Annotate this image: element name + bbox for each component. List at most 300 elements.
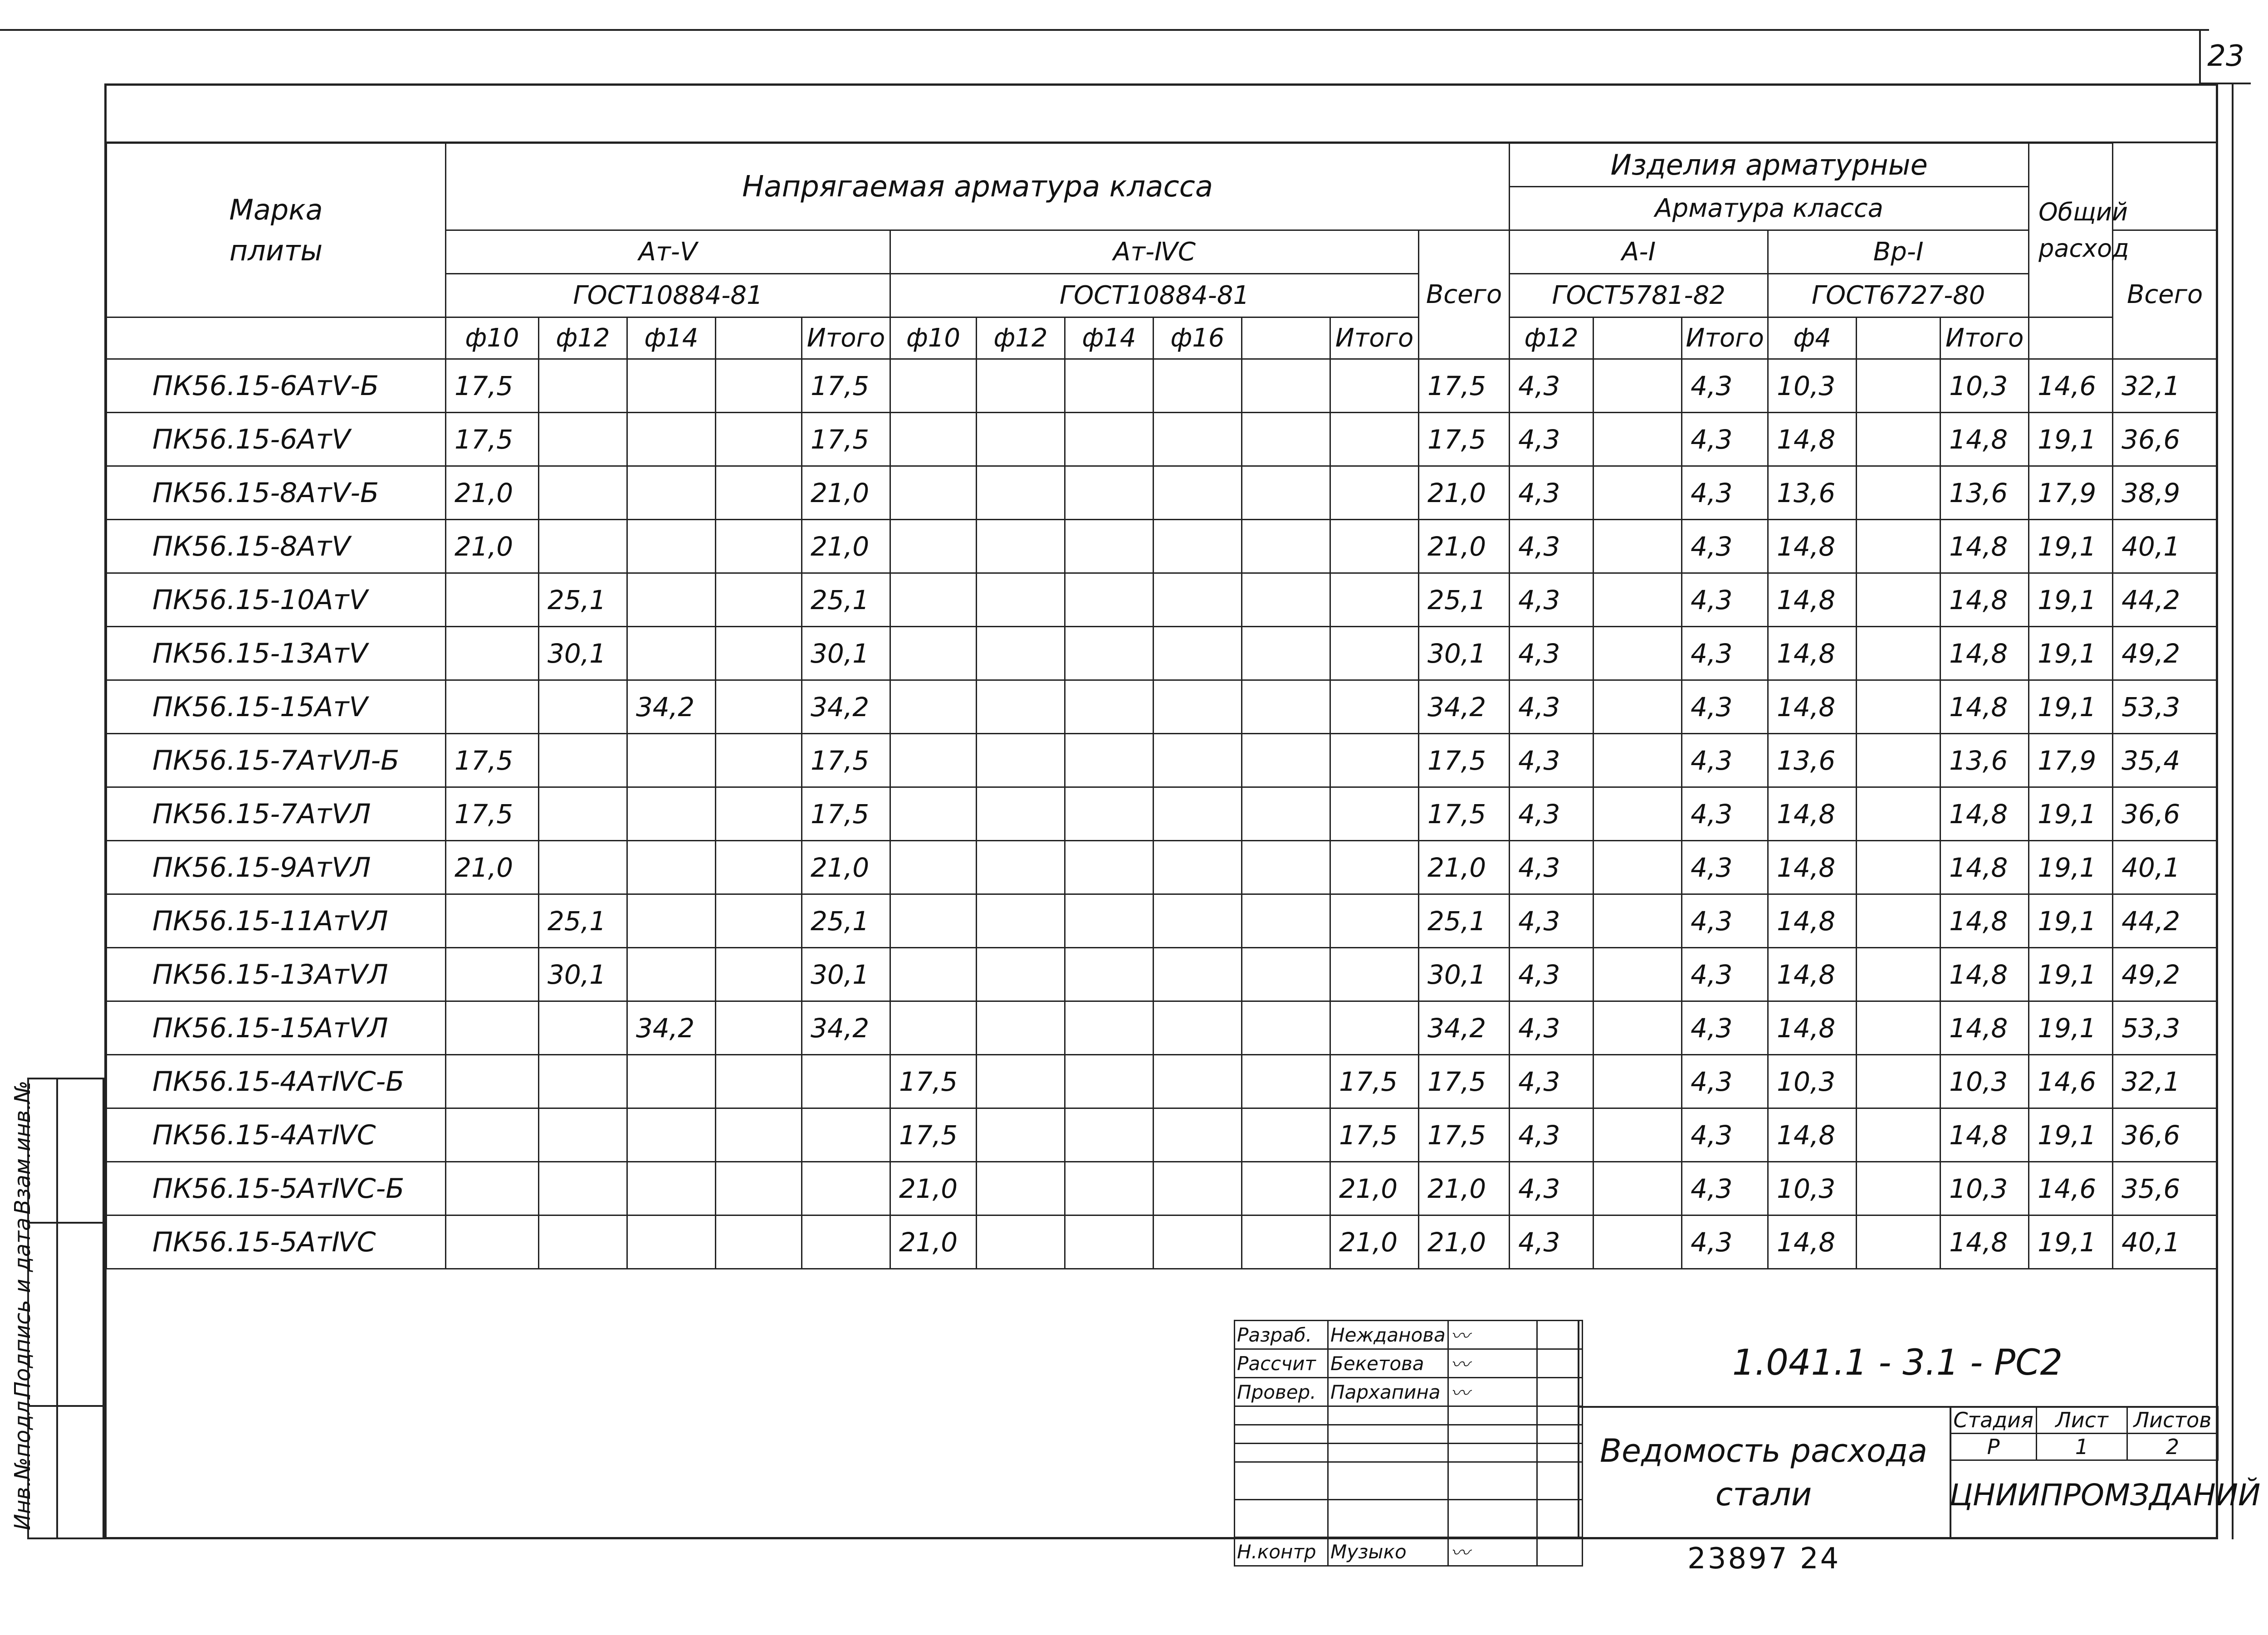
value-cell-at: 17,5 bbox=[802, 787, 890, 841]
stamp-prover-signature: 〰 bbox=[1448, 1378, 1537, 1406]
value-cell-a14 bbox=[627, 894, 716, 948]
value-cell-sum: 49,2 bbox=[2113, 627, 2217, 680]
value-cell-v4: 14,8 bbox=[1768, 1001, 1857, 1055]
value-cell-a1: 4,3 bbox=[1510, 680, 1593, 734]
empty-cell bbox=[1857, 1108, 1941, 1162]
value-cell-sum: 40,1 bbox=[2113, 841, 2217, 894]
sheet-number: 23 bbox=[2199, 30, 2251, 84]
value-cell-all: 19,1 bbox=[2029, 894, 2113, 948]
value-cell-a12 bbox=[539, 359, 627, 413]
empty-cell bbox=[1593, 680, 1682, 734]
empty-cell bbox=[977, 1055, 1065, 1108]
value-cell-sum: 36,6 bbox=[2113, 413, 2217, 466]
stamp-prover-name: Пархапина bbox=[1328, 1378, 1448, 1406]
empty-cell bbox=[1242, 680, 1330, 734]
header-itogo-vr1: Итого bbox=[1941, 317, 2029, 359]
empty-cell bbox=[716, 627, 802, 680]
header-marka: Марка плиты bbox=[107, 143, 446, 317]
value-cell-a1t: 4,3 bbox=[1682, 1001, 1768, 1055]
value-cell-tot: 25,1 bbox=[1419, 573, 1510, 627]
value-cell-a14 bbox=[627, 359, 716, 413]
value-cell-sum: 44,2 bbox=[2113, 894, 2217, 948]
header-at4c: Ат-ⅣС bbox=[890, 230, 1419, 274]
empty-cell bbox=[1593, 413, 1682, 466]
table-row bbox=[107, 1215, 2217, 1269]
plate-mark-cell: ПК56.15-9АтⅤЛ bbox=[107, 841, 446, 894]
value-cell-bt bbox=[1330, 466, 1419, 520]
empty-cell bbox=[1593, 1001, 1682, 1055]
value-cell-all: 19,1 bbox=[2029, 948, 2113, 1001]
table-row bbox=[107, 573, 2217, 627]
plate-mark-cell: ПК56.15-7АтⅤЛ-Б bbox=[107, 734, 446, 787]
value-cell-all: 14,6 bbox=[2029, 1055, 2113, 1108]
value-cell-a1t: 4,3 bbox=[1682, 573, 1768, 627]
value-cell-v4: 14,8 bbox=[1768, 1215, 1857, 1269]
header-izdeliya: Изделия арматурные bbox=[1510, 143, 2029, 187]
value-cell-bt: 21,0 bbox=[1330, 1162, 1419, 1215]
plate-mark-cell: ПК56.15-8АтⅤ bbox=[107, 520, 446, 573]
value-cell-a10 bbox=[446, 1108, 539, 1162]
empty-cell bbox=[1065, 787, 1154, 841]
value-cell-sum: 36,6 bbox=[2113, 787, 2217, 841]
value-cell-a10: 17,5 bbox=[446, 359, 539, 413]
empty-cell bbox=[1593, 1108, 1682, 1162]
value-cell-bt bbox=[1330, 680, 1419, 734]
empty-cell bbox=[1154, 680, 1242, 734]
empty-cell bbox=[716, 520, 802, 573]
empty-cell bbox=[716, 1001, 802, 1055]
value-cell-all: 19,1 bbox=[2029, 1215, 2113, 1269]
empty-cell bbox=[1242, 520, 1330, 573]
value-cell-v4t: 14,8 bbox=[1941, 841, 2029, 894]
value-cell-v4: 10,3 bbox=[1768, 359, 1857, 413]
value-cell-a14 bbox=[627, 1108, 716, 1162]
value-cell-a1t: 4,3 bbox=[1682, 627, 1768, 680]
empty-cell bbox=[1593, 1215, 1682, 1269]
value-cell-at bbox=[802, 1108, 890, 1162]
value-cell-all: 19,1 bbox=[2029, 680, 2113, 734]
header-gost-at4c: ГОСТ10884-81 bbox=[890, 274, 1419, 317]
empty-cell bbox=[977, 466, 1065, 520]
value-cell-b10: 17,5 bbox=[890, 1108, 977, 1162]
value-cell-sum: 49,2 bbox=[2113, 948, 2217, 1001]
header-vr1: Вр-Ⅰ bbox=[1768, 230, 2029, 274]
value-cell-tot: 21,0 bbox=[1419, 1215, 1510, 1269]
value-cell-b10 bbox=[890, 734, 977, 787]
value-cell-a1t: 4,3 bbox=[1682, 359, 1768, 413]
plate-mark-cell: ПК56.15-15АтⅤЛ bbox=[107, 1001, 446, 1055]
empty-cell bbox=[1593, 841, 1682, 894]
value-cell-b10 bbox=[890, 359, 977, 413]
empty-cell bbox=[716, 1215, 802, 1269]
stamp-nkontr-label: Н.контр bbox=[1235, 1537, 1328, 1566]
header-d14-at4c: ф14 bbox=[1065, 317, 1154, 359]
empty-cell bbox=[1593, 520, 1682, 573]
value-cell-at: 21,0 bbox=[802, 520, 890, 573]
value-cell-v4t: 14,8 bbox=[1941, 627, 2029, 680]
header-itogo-a1: Итого bbox=[1682, 317, 1768, 359]
value-cell-a14 bbox=[627, 573, 716, 627]
value-cell-tot: 17,5 bbox=[1419, 1055, 1510, 1108]
value-cell-a10 bbox=[446, 894, 539, 948]
empty-cell bbox=[1242, 573, 1330, 627]
value-cell-tot: 17,5 bbox=[1419, 359, 1510, 413]
value-cell-a1: 4,3 bbox=[1510, 520, 1593, 573]
value-cell-v4: 14,8 bbox=[1768, 627, 1857, 680]
stamp-nkontr-signature: 〰 bbox=[1448, 1537, 1537, 1566]
organization-name: ЦНИИПРОМЗДАНИЙ bbox=[1950, 1478, 2261, 1513]
value-cell-v4t: 13,6 bbox=[1941, 466, 2029, 520]
value-cell-a10 bbox=[446, 1215, 539, 1269]
table-row bbox=[107, 1162, 2217, 1215]
empty-cell bbox=[1857, 1001, 1941, 1055]
table-row bbox=[107, 359, 2217, 413]
value-cell-bt: 21,0 bbox=[1330, 1215, 1419, 1269]
empty-cell bbox=[1857, 520, 1941, 573]
value-cell-b10 bbox=[890, 1001, 977, 1055]
value-cell-v4t: 14,8 bbox=[1941, 787, 2029, 841]
value-cell-tot: 21,0 bbox=[1419, 520, 1510, 573]
value-cell-a1: 4,3 bbox=[1510, 1001, 1593, 1055]
value-cell-all: 14,6 bbox=[2029, 359, 2113, 413]
value-cell-v4t: 13,6 bbox=[1941, 734, 2029, 787]
empty-cell bbox=[1857, 1055, 1941, 1108]
value-cell-b10 bbox=[890, 680, 977, 734]
stamp-nkontr-name: Музыко bbox=[1328, 1537, 1448, 1566]
value-cell-a1: 4,3 bbox=[1510, 1055, 1593, 1108]
stamp-prover-label: Провер. bbox=[1235, 1378, 1328, 1406]
value-cell-a12 bbox=[539, 1055, 627, 1108]
value-cell-v4: 14,8 bbox=[1768, 894, 1857, 948]
value-cell-b10 bbox=[890, 841, 977, 894]
value-cell-at: 30,1 bbox=[802, 627, 890, 680]
empty-cell bbox=[1857, 948, 1941, 1001]
value-cell-tot: 21,0 bbox=[1419, 841, 1510, 894]
empty-cell bbox=[1154, 573, 1242, 627]
header-armatura-klassa: Арматура класса bbox=[1510, 187, 2029, 230]
value-cell-b10 bbox=[890, 894, 977, 948]
table-row bbox=[107, 734, 2217, 787]
value-cell-v4t: 10,3 bbox=[1941, 1055, 2029, 1108]
empty-cell bbox=[1154, 627, 1242, 680]
value-cell-all: 19,1 bbox=[2029, 841, 2113, 894]
empty-cell bbox=[1242, 466, 1330, 520]
plate-mark-cell: ПК56.15-6АтⅤ-Б bbox=[107, 359, 446, 413]
value-cell-a14 bbox=[627, 1162, 716, 1215]
right-frame-line bbox=[2232, 83, 2234, 1539]
empty-cell bbox=[1593, 1162, 1682, 1215]
value-cell-v4t: 14,8 bbox=[1941, 894, 2029, 948]
value-cell-a10: 21,0 bbox=[446, 841, 539, 894]
plate-mark-cell: ПК56.15-8АтⅤ-Б bbox=[107, 466, 446, 520]
value-cell-at bbox=[802, 1055, 890, 1108]
empty-cell bbox=[977, 573, 1065, 627]
header-itogo-at5: Итого bbox=[802, 317, 890, 359]
value-cell-a12: 30,1 bbox=[539, 948, 627, 1001]
empty-cell bbox=[716, 413, 802, 466]
value-cell-a1t: 4,3 bbox=[1682, 680, 1768, 734]
empty-cell bbox=[1242, 787, 1330, 841]
value-cell-a1: 4,3 bbox=[1510, 894, 1593, 948]
value-cell-v4t: 14,8 bbox=[1941, 948, 2029, 1001]
side-cell-vzam bbox=[10, 1079, 106, 1224]
value-cell-v4: 14,8 bbox=[1768, 413, 1857, 466]
empty-cell bbox=[1242, 1162, 1330, 1215]
header-gost-at5: ГОСТ10884-81 bbox=[446, 274, 890, 317]
empty-cell bbox=[977, 1215, 1065, 1269]
plate-mark-cell: ПК56.15-11АтⅤЛ bbox=[107, 894, 446, 948]
value-cell-a12 bbox=[539, 1162, 627, 1215]
sheets-value: 2 bbox=[2127, 1434, 2218, 1460]
empty-cell bbox=[1593, 359, 1682, 413]
value-cell-a10 bbox=[446, 627, 539, 680]
value-cell-b10 bbox=[890, 948, 977, 1001]
header-prestressed: Напрягаемая арматура класса bbox=[446, 143, 1510, 230]
value-cell-sum: 40,1 bbox=[2113, 1215, 2217, 1269]
empty-cell bbox=[1857, 841, 1941, 894]
empty-cell bbox=[716, 734, 802, 787]
value-cell-a12: 30,1 bbox=[539, 627, 627, 680]
header-vsego-izdeliya: Всего bbox=[2113, 230, 2217, 359]
empty-cell bbox=[1154, 1215, 1242, 1269]
sheet-label: Лист bbox=[2037, 1407, 2127, 1434]
empty-cell bbox=[1154, 1001, 1242, 1055]
table-row bbox=[107, 841, 2217, 894]
value-cell-v4t: 10,3 bbox=[1941, 1162, 2029, 1215]
value-cell-all: 17,9 bbox=[2029, 466, 2113, 520]
empty-cell bbox=[1857, 1215, 1941, 1269]
header-d12-at4c: ф12 bbox=[977, 317, 1065, 359]
empty-cell bbox=[1065, 1055, 1154, 1108]
empty-cell bbox=[1857, 734, 1941, 787]
empty-cell bbox=[977, 948, 1065, 1001]
value-cell-a12 bbox=[539, 1001, 627, 1055]
top-border-line bbox=[0, 29, 2209, 31]
value-cell-a1: 4,3 bbox=[1510, 573, 1593, 627]
value-cell-b10 bbox=[890, 466, 977, 520]
value-cell-a10: 17,5 bbox=[446, 413, 539, 466]
value-cell-at bbox=[802, 1162, 890, 1215]
value-cell-at: 21,0 bbox=[802, 841, 890, 894]
value-cell-a10 bbox=[446, 573, 539, 627]
table-row bbox=[107, 787, 2217, 841]
value-cell-tot: 25,1 bbox=[1419, 894, 1510, 948]
value-cell-at: 17,5 bbox=[802, 734, 890, 787]
empty-cell bbox=[977, 520, 1065, 573]
stamp-rasschit-name: Бекетова bbox=[1328, 1349, 1448, 1378]
value-cell-v4t: 14,8 bbox=[1941, 573, 2029, 627]
empty-cell bbox=[1065, 466, 1154, 520]
value-cell-bt bbox=[1330, 841, 1419, 894]
plate-mark-cell: ПК56.15-5АтⅣС-Б bbox=[107, 1162, 446, 1215]
empty-cell bbox=[977, 359, 1065, 413]
value-cell-all: 19,1 bbox=[2029, 520, 2113, 573]
value-cell-a14 bbox=[627, 466, 716, 520]
empty-cell bbox=[1065, 1001, 1154, 1055]
value-cell-a14 bbox=[627, 787, 716, 841]
table-row bbox=[107, 627, 2217, 680]
empty-cell bbox=[1065, 359, 1154, 413]
empty-cell bbox=[977, 1162, 1065, 1215]
stamp-razrab-label: Разраб. bbox=[1235, 1321, 1328, 1349]
value-cell-b10 bbox=[890, 627, 977, 680]
header-gost-vr1: ГОСТ6727-80 bbox=[1768, 274, 2029, 317]
empty-cell bbox=[977, 627, 1065, 680]
empty-cell bbox=[1154, 466, 1242, 520]
value-cell-a1: 4,3 bbox=[1510, 734, 1593, 787]
value-cell-a14 bbox=[627, 948, 716, 1001]
value-cell-a12 bbox=[539, 1108, 627, 1162]
value-cell-a1: 4,3 bbox=[1510, 359, 1593, 413]
stage-label: Стадия bbox=[1950, 1407, 2037, 1434]
empty-cell bbox=[1154, 1108, 1242, 1162]
value-cell-bt bbox=[1330, 1001, 1419, 1055]
value-cell-a12 bbox=[539, 787, 627, 841]
empty-cell bbox=[1242, 1001, 1330, 1055]
plate-mark-cell: ПК56.15-7АтⅤЛ bbox=[107, 787, 446, 841]
empty-cell bbox=[716, 1055, 802, 1108]
value-cell-v4t: 14,8 bbox=[1941, 413, 2029, 466]
value-cell-tot: 34,2 bbox=[1419, 1001, 1510, 1055]
value-cell-all: 19,1 bbox=[2029, 1108, 2113, 1162]
header-total-consumption: Общий расход bbox=[2029, 143, 2113, 317]
value-cell-tot: 17,5 bbox=[1419, 1108, 1510, 1162]
empty-cell bbox=[1065, 627, 1154, 680]
value-cell-sum: 53,3 bbox=[2113, 680, 2217, 734]
archive-number: 23897 24 bbox=[1687, 1542, 1841, 1576]
header-d10-at4c: ф10 bbox=[890, 317, 977, 359]
value-cell-bt bbox=[1330, 359, 1419, 413]
plate-mark-cell: ПК56.15-10АтⅤ bbox=[107, 573, 446, 627]
empty-cell bbox=[977, 1001, 1065, 1055]
empty-cell bbox=[1857, 787, 1941, 841]
empty-cell bbox=[1242, 359, 1330, 413]
empty-cell bbox=[1593, 734, 1682, 787]
value-cell-bt bbox=[1330, 734, 1419, 787]
value-cell-b10 bbox=[890, 573, 977, 627]
empty-cell bbox=[716, 894, 802, 948]
empty-cell bbox=[1065, 520, 1154, 573]
value-cell-sum: 35,4 bbox=[2113, 734, 2217, 787]
empty-cell bbox=[716, 841, 802, 894]
value-cell-a1t: 4,3 bbox=[1682, 894, 1768, 948]
value-cell-a14 bbox=[627, 734, 716, 787]
value-cell-sum: 40,1 bbox=[2113, 520, 2217, 573]
empty-cell bbox=[716, 466, 802, 520]
value-cell-b10: 21,0 bbox=[890, 1215, 977, 1269]
empty-cell bbox=[1857, 466, 1941, 520]
empty-cell bbox=[1242, 894, 1330, 948]
value-cell-tot: 17,5 bbox=[1419, 413, 1510, 466]
empty-cell bbox=[1593, 948, 1682, 1001]
empty-cell bbox=[716, 948, 802, 1001]
signature-stamp bbox=[1234, 1320, 1583, 1567]
table-row bbox=[107, 413, 2217, 466]
empty-cell bbox=[1857, 359, 1941, 413]
stamp-razrab-signature: 〰 bbox=[1448, 1321, 1537, 1349]
value-cell-sum: 36,6 bbox=[2113, 1108, 2217, 1162]
empty-cell bbox=[1593, 894, 1682, 948]
sheet-value: 1 bbox=[2037, 1434, 2127, 1460]
value-cell-v4: 14,8 bbox=[1768, 948, 1857, 1001]
table-row bbox=[107, 1108, 2217, 1162]
plate-mark-cell: ПК56.15-4АтⅣС-Б bbox=[107, 1055, 446, 1108]
value-cell-v4t: 14,8 bbox=[1941, 520, 2029, 573]
empty-cell bbox=[1857, 680, 1941, 734]
value-cell-a12: 25,1 bbox=[539, 894, 627, 948]
value-cell-bt bbox=[1330, 948, 1419, 1001]
value-cell-v4: 13,6 bbox=[1768, 466, 1857, 520]
value-cell-v4t: 14,8 bbox=[1941, 680, 2029, 734]
value-cell-at: 25,1 bbox=[802, 894, 890, 948]
value-cell-bt bbox=[1330, 787, 1419, 841]
value-cell-v4: 14,8 bbox=[1768, 520, 1857, 573]
value-cell-a1t: 4,3 bbox=[1682, 948, 1768, 1001]
plate-mark-cell: ПК56.15-13АтⅤ bbox=[107, 627, 446, 680]
value-cell-a1t: 4,3 bbox=[1682, 413, 1768, 466]
value-cell-v4: 14,8 bbox=[1768, 573, 1857, 627]
empty-cell bbox=[1242, 948, 1330, 1001]
empty-cell bbox=[1065, 948, 1154, 1001]
empty-cell bbox=[1857, 413, 1941, 466]
value-cell-a12 bbox=[539, 520, 627, 573]
empty-cell bbox=[1593, 466, 1682, 520]
value-cell-at: 25,1 bbox=[802, 573, 890, 627]
empty-cell bbox=[1154, 359, 1242, 413]
value-cell-b10 bbox=[890, 413, 977, 466]
value-cell-a10 bbox=[446, 948, 539, 1001]
table-row bbox=[107, 948, 2217, 1001]
value-cell-a12: 25,1 bbox=[539, 573, 627, 627]
table-row bbox=[107, 894, 2217, 948]
empty-cell bbox=[1242, 413, 1330, 466]
value-cell-a14 bbox=[627, 627, 716, 680]
value-cell-sum: 32,1 bbox=[2113, 1055, 2217, 1108]
value-cell-a10: 17,5 bbox=[446, 734, 539, 787]
value-cell-v4t: 10,3 bbox=[1941, 359, 2029, 413]
value-cell-tot: 17,5 bbox=[1419, 734, 1510, 787]
value-cell-a12 bbox=[539, 734, 627, 787]
value-cell-a1t: 4,3 bbox=[1682, 787, 1768, 841]
empty-cell bbox=[1065, 894, 1154, 948]
value-cell-a10: 17,5 bbox=[446, 787, 539, 841]
empty-cell bbox=[716, 1108, 802, 1162]
value-cell-tot: 34,2 bbox=[1419, 680, 1510, 734]
value-cell-at bbox=[802, 1215, 890, 1269]
value-cell-a14 bbox=[627, 520, 716, 573]
value-cell-a1: 4,3 bbox=[1510, 1215, 1593, 1269]
plate-mark-cell: ПК56.15-13АтⅤЛ bbox=[107, 948, 446, 1001]
value-cell-a1t: 4,3 bbox=[1682, 734, 1768, 787]
value-cell-a1t: 4,3 bbox=[1682, 1108, 1768, 1162]
empty-cell bbox=[1154, 413, 1242, 466]
value-cell-a1t: 4,3 bbox=[1682, 520, 1768, 573]
stamp-rasschit-signature: 〰 bbox=[1448, 1349, 1537, 1378]
table-row bbox=[107, 1001, 2217, 1055]
empty-cell bbox=[1593, 573, 1682, 627]
value-cell-all: 19,1 bbox=[2029, 1001, 2113, 1055]
empty-cell bbox=[977, 787, 1065, 841]
value-cell-tot: 21,0 bbox=[1419, 1162, 1510, 1215]
value-cell-a1: 4,3 bbox=[1510, 1108, 1593, 1162]
header-d14-at5: ф14 bbox=[627, 317, 716, 359]
value-cell-all: 19,1 bbox=[2029, 787, 2113, 841]
value-cell-at: 30,1 bbox=[802, 948, 890, 1001]
value-cell-v4: 13,6 bbox=[1768, 734, 1857, 787]
value-cell-bt bbox=[1330, 573, 1419, 627]
stamp-razrab-name: Нежданова bbox=[1328, 1321, 1448, 1349]
table-row bbox=[107, 466, 2217, 520]
